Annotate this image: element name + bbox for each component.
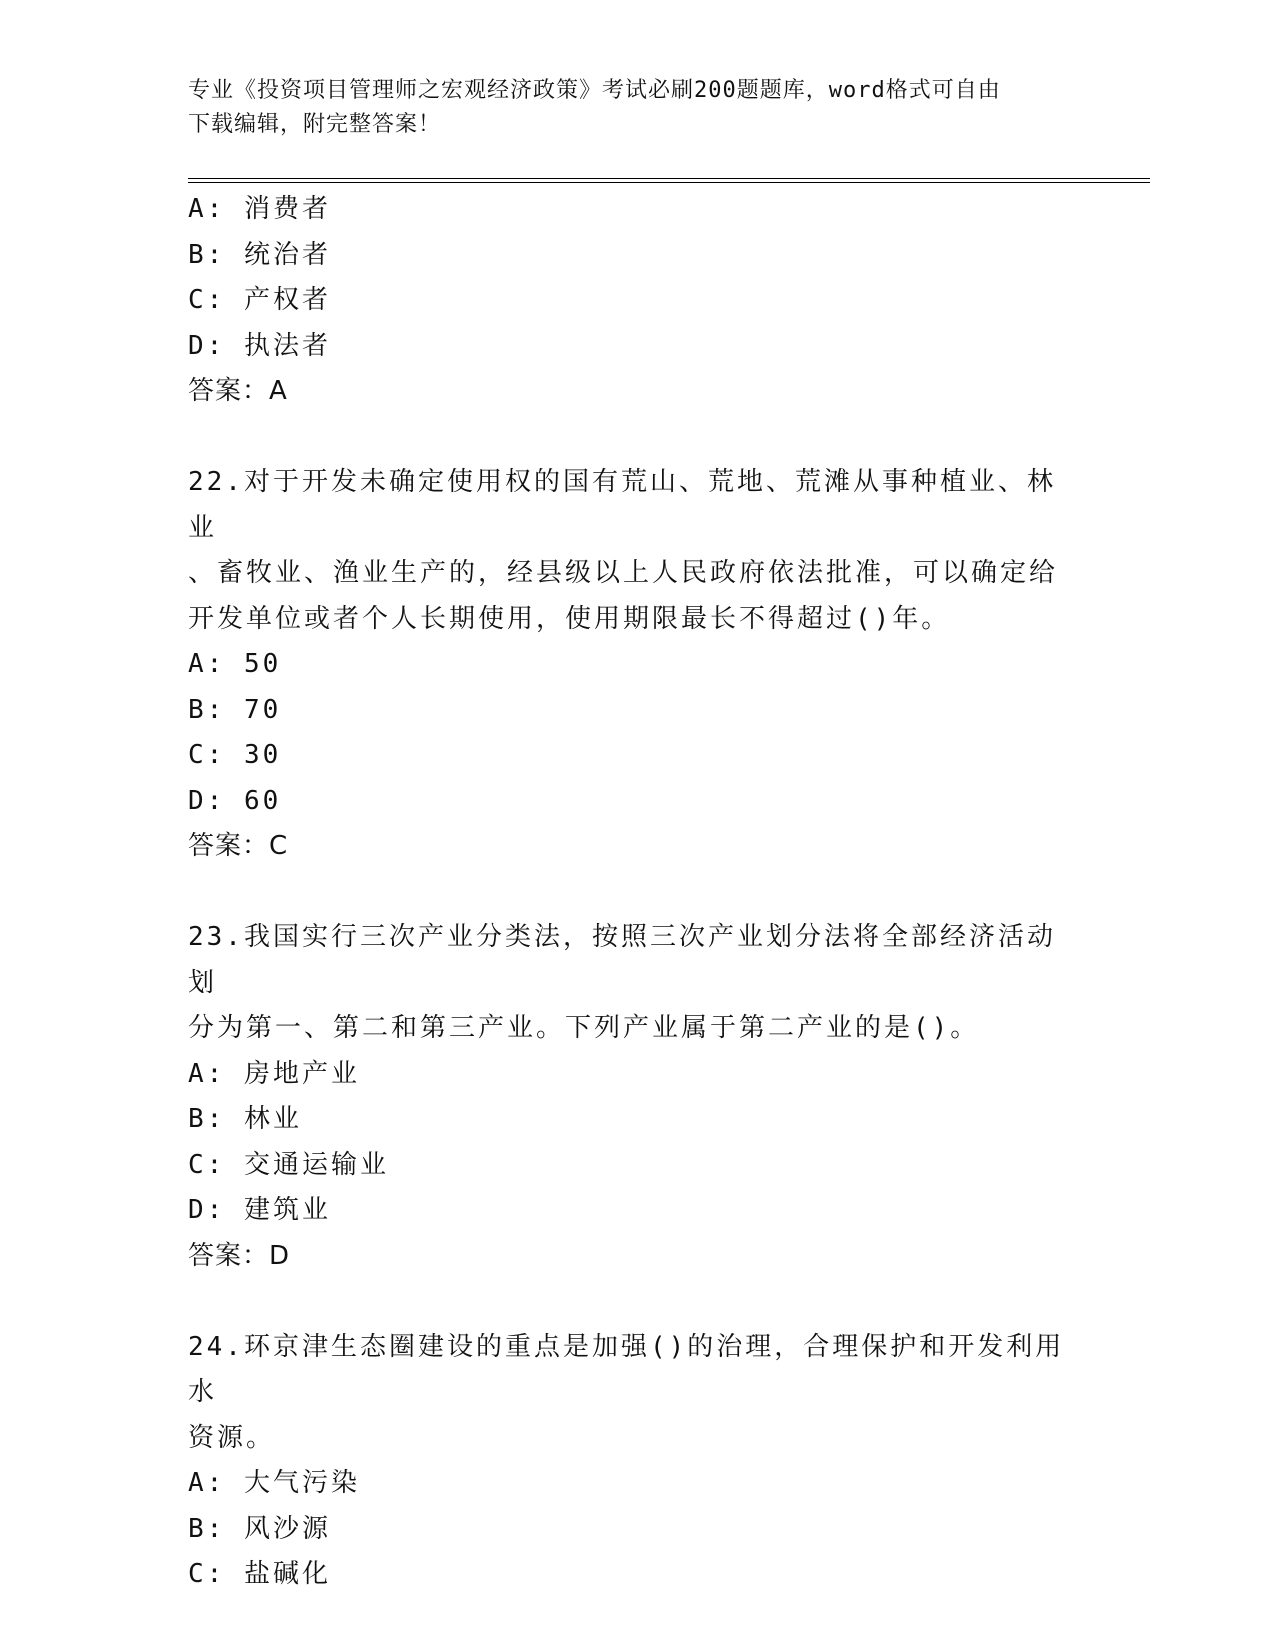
question-24 [188,1325,1088,1598]
option-c: C: 产权者 [188,285,331,315]
answer: 答案：A [188,376,288,406]
document-header [188,74,1068,142]
question-line: 22.对于开发未确定使用权的国有荒山、荒地、荒滩从事种植业、林业 [188,467,1056,543]
option-b: B: 风沙源 [188,1513,331,1544]
header-line-2: 下载编辑，附完整答案！ [188,112,442,137]
question-line: 、畜牧业、渔业生产的，经县级以上人民政府依法批准，可以确定给 [188,558,1059,588]
option-a: A: 房地产业 [188,1058,360,1089]
question-text [188,915,1068,1052]
option-d: D: 建筑业 [188,1195,331,1225]
question-line: 23.我国实行三次产业分类法，按照三次产业划分法将全部经济活动划 [188,922,1056,998]
question-text [188,1325,1068,1462]
question-text [188,460,1068,642]
question-23 [188,915,1088,1279]
option-d: D: 执法者 [188,330,331,361]
answer: 答案：C [188,831,289,861]
question-line: 24.环京津生态圈建设的重点是加强()的治理，合理保护和开发利用水 [188,1331,1065,1407]
question-line: 开发单位或者个人长期使用，使用期限最长不得超过()年。 [188,603,951,634]
option-a: A: 50 [188,649,282,679]
question-21-tail [188,187,1088,415]
header-line-1: 专业《投资项目管理师之宏观经济政策》考试必刷200题题库，word格式可自由 [188,78,1001,103]
option-b: B: 70 [188,694,282,725]
option-c: C: 交通运输业 [188,1149,389,1180]
option-d: D: 60 [188,785,282,816]
option-a: A: 大气污染 [188,1468,360,1498]
question-list [188,187,1088,1598]
answer: 答案：D [188,1240,291,1271]
option-b: B: 林业 [188,1104,302,1134]
option-c: C: 盐碱化 [188,1559,331,1589]
option-a: A: 消费者 [188,194,331,224]
question-22 [188,460,1088,870]
option-c: C: 30 [188,740,282,770]
question-line: 分为第一、第二和第三产业。下列产业属于第二产业的是()。 [188,1013,980,1043]
header-divider [188,178,1150,183]
question-line: 资源。 [188,1422,276,1453]
option-b: B: 统治者 [188,239,331,270]
